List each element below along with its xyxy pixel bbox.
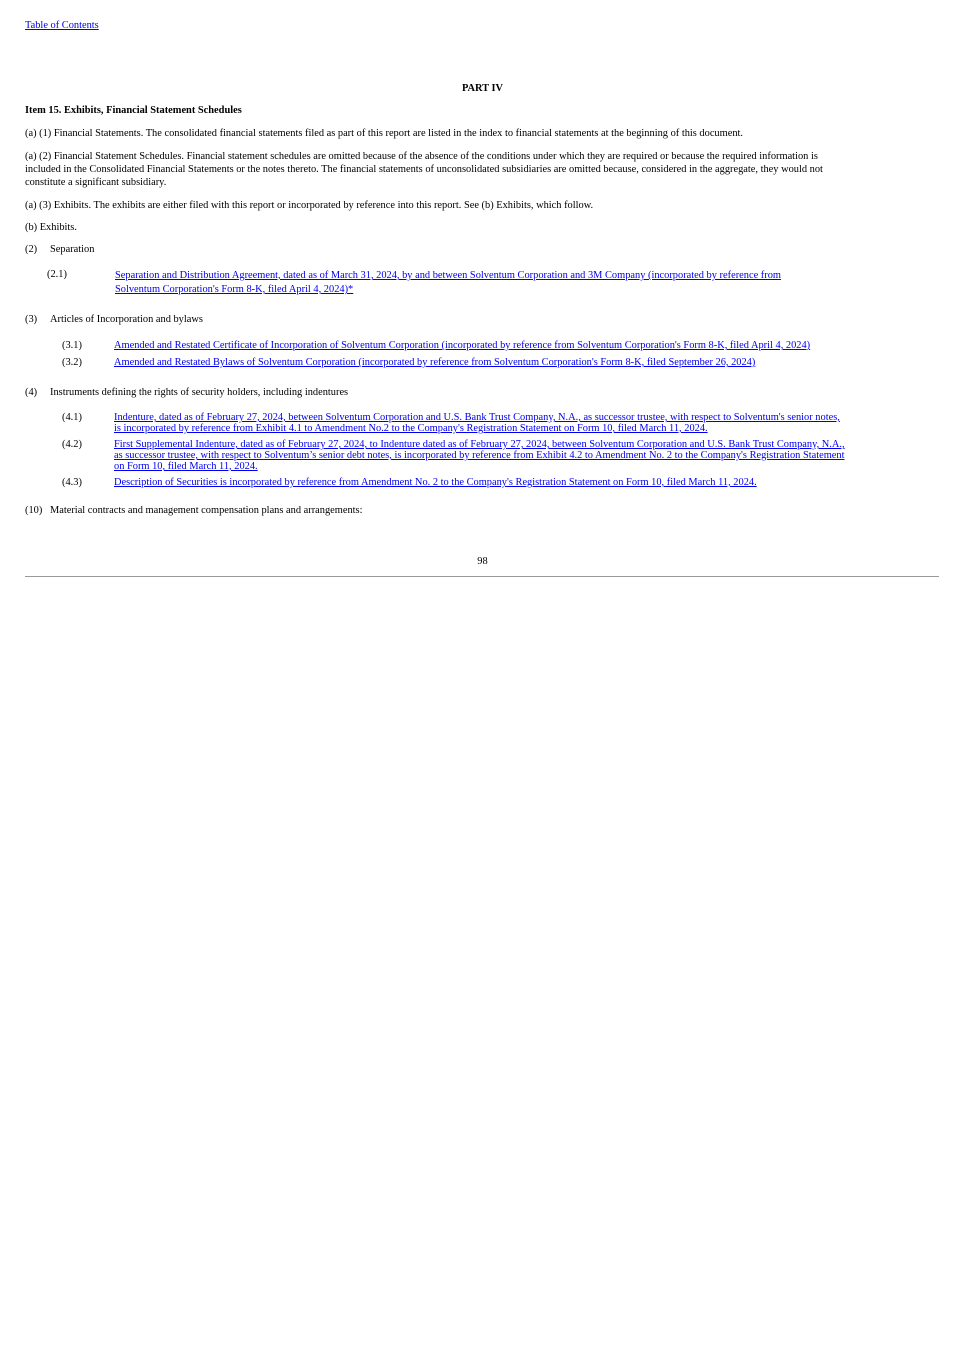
section-number-separation: (2)	[25, 244, 38, 255]
paragraph-schedules-line-1: (a) (2) Financial Statement Schedules. Financial statement schedules are omitted because of the absence of the conditions under which they are required or because the required information is	[25, 151, 818, 162]
exhibit-link-4-1-line-1[interactable]: Indenture, dated as of February 27, 2024, between Solventum Corporation and U.S. Bank Trust Company, N.A., as successor trustee, with respect to Solventum's senior notes,	[114, 412, 840, 423]
exhibit-number-4-1: (4.1)	[62, 412, 82, 423]
exhibit-number-4-2: (4.2)	[62, 439, 82, 450]
paragraph-b-exhibits: (b) Exhibits.	[25, 222, 77, 233]
paragraph-schedules-line-2: included in the Consolidated Financial Statements or the notes thereto. The financial statements of unconsolidated subsidiaries are omitted because, considered in the aggregate, they would not	[25, 164, 823, 175]
paragraph-exhibits: (a) (3) Exhibits. The exhibits are either filed with this report or incorporated by reference into this report. See (b) Exhibits, which follow.	[25, 200, 594, 211]
section-number-articles: (3)	[25, 314, 38, 325]
section-title-material-contracts: Material contracts and management compensation plans and arrangements:	[50, 505, 363, 516]
section-number-instruments: (4)	[25, 387, 38, 398]
exhibit-link-2-1-line-1[interactable]: Separation and Distribution Agreement, dated as of March 31, 2024, by and between Solventum Corporation and 3M Company (incorporated by reference from	[115, 270, 781, 281]
paragraph-schedules-line-3: constitute a significant subsidiary.	[25, 177, 167, 188]
exhibit-number-2-1: (2.1)	[47, 269, 67, 280]
item-heading: Item 15. Exhibits, Financial Statement Schedules	[25, 105, 242, 116]
section-title-separation: Separation	[50, 244, 95, 255]
exhibit-link-2-1-line-2[interactable]: Solventum Corporation's Form 8-K, filed April 4, 2024)*	[115, 284, 354, 295]
exhibit-number-3-1: (3.1)	[62, 340, 82, 351]
part-title: PART IV	[461, 83, 504, 94]
exhibit-number-3-2: (3.2)	[62, 357, 82, 368]
exhibit-link-4-2-line-3[interactable]: on Form 10, filed March 11, 2024.	[114, 461, 258, 472]
paragraph-financial-statements: (a) (1) Financial Statements. The consolidated financial statements filed as part of this report are listed in the index to financial statements at the beginning of this document.	[25, 128, 743, 139]
table-of-contents-link[interactable]: Table of Contents	[25, 20, 99, 31]
exhibit-link-3-2[interactable]: Amended and Restated Bylaws of Solventum Corporation (incorporated by reference from Solventum Corporation's Form 8-K, filed September 26, 2024)	[114, 357, 756, 368]
exhibit-link-4-2-line-2[interactable]: as successor trustee, with respect to Solventum’s senior debt notes, is incorporated by reference from Exhibit 4.2 to Amendment No. 2 to the Company's Registration Statement	[114, 450, 845, 461]
exhibit-link-4-3[interactable]: Description of Securities is incorporated by reference from Amendment No. 2 to the Company's Registration Statement on Form 10, filed March 11, 2024.	[114, 477, 757, 488]
exhibit-link-4-2-line-1[interactable]: First Supplemental Indenture, dated as of February 27, 2024, to Indenture dated as of February 27, 2024, between Solventum Corporation and U.S. Bank Trust Company, N.A.,	[114, 439, 845, 450]
section-number-material-contracts: (10)	[25, 505, 43, 516]
section-title-articles: Articles of Incorporation and bylaws	[50, 314, 203, 325]
section-title-instruments: Instruments defining the rights of security holders, including indentures	[50, 387, 349, 398]
exhibit-link-3-1[interactable]: Amended and Restated Certificate of Incorporation of Solventum Corporation (incorporated by reference from Solventum Corporation's Form 8-K, filed April 4, 2024)	[114, 340, 811, 351]
exhibit-link-4-1-line-2[interactable]: is incorporated by reference from Exhibit 4.1 to Amendment No.2 to the Company's Registration Statement on Form 10, filed March 11, 2024.	[114, 423, 708, 434]
page-number: 98	[477, 556, 488, 567]
page-divider	[25, 576, 939, 577]
exhibit-number-4-3: (4.3)	[62, 477, 82, 488]
